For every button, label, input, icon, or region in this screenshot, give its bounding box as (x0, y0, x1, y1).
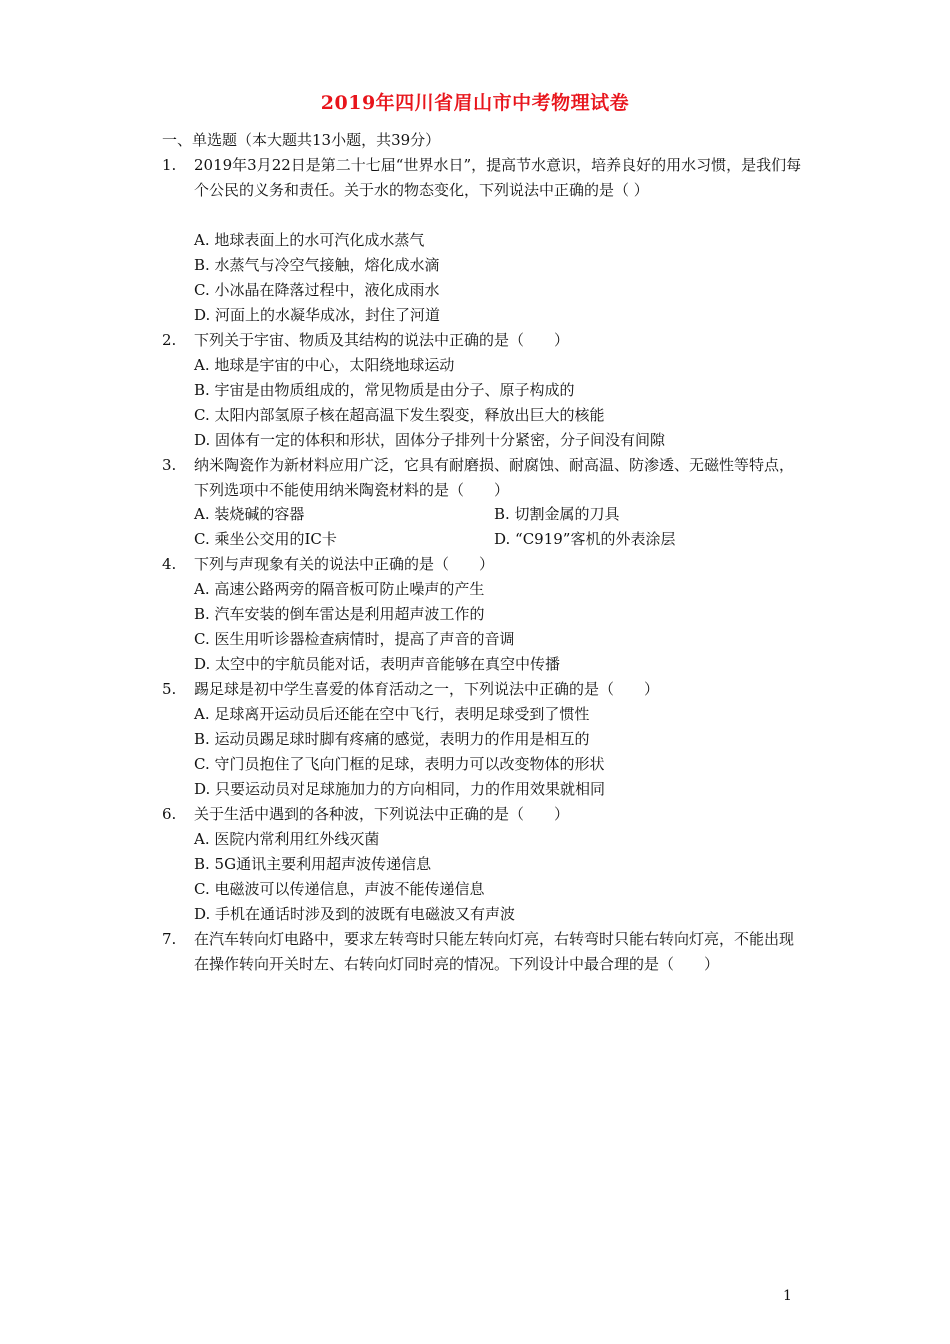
option: B. 水蒸气与冷空气接触，熔化成水滴 (194, 256, 440, 274)
question-number: 1. (162, 156, 177, 174)
question-stem: 下列与声现象有关的说法中正确的是（ ） (194, 555, 495, 573)
page-number: 1 (783, 1288, 792, 1304)
option: B. 汽车安装的倒车雷达是利用超声波工作的 (194, 605, 485, 623)
question-stem: 关于生活中遇到的各种波，下列说法中正确的是（ ） (194, 805, 570, 823)
option: A. 地球表面上的水可汽化成水蒸气 (194, 231, 425, 249)
question-stem: 下列关于宇宙、物质及其结构的说法中正确的是（ ） (194, 331, 570, 349)
option: C. 守门员抱住了飞向门框的足球，表明力可以改变物体的形状 (194, 755, 605, 773)
option: D. 手机在通话时涉及到的波既有电磁波又有声波 (194, 905, 516, 923)
question-6 (162, 802, 802, 827)
option: D. 只要运动员对足球施加力的方向相同，力的作用效果就相同 (194, 780, 606, 798)
option: D. 河面上的水凝华成冰，封住了河道 (194, 306, 441, 324)
question-2 (162, 328, 802, 353)
question-3 (162, 453, 802, 503)
question-4 (162, 552, 802, 577)
option: A. 足球离开运动员后还能在空中飞行，表明足球受到了惯性 (194, 705, 590, 723)
option: B. 宇宙是由物质组成的，常见物质是由分子、原子构成的 (194, 381, 575, 399)
question-7 (162, 927, 802, 977)
question-number: 2. (162, 331, 177, 349)
question-number: 4. (162, 555, 177, 573)
option: D. 太空中的宇航员能对话，表明声音能够在真空中传播 (194, 655, 561, 673)
question-number: 5. (162, 680, 177, 698)
option: A. 医院内常利用红外线灭菌 (194, 830, 380, 848)
section-heading: 一、单选题（本大题共13小题，共39分） (162, 131, 441, 149)
option: C. 乘坐公交用的IC卡 (194, 530, 337, 548)
option: A. 高速公路两旁的隔音板可防止噪声的产生 (194, 580, 485, 598)
option: D. “C919”客机的外表涂层 (494, 530, 676, 548)
option: C. 电磁波可以传递信息，声波不能传递信息 (194, 880, 485, 898)
question-stem: 在汽车转向灯电路中，要求左转弯时只能左转向灯亮，右转弯时只能右转向灯亮，不能出现在操作转向开关时左、右转向灯同时亮的情况。下列设计中最合理的是（ ） (194, 930, 795, 973)
question-stem: 2019年3月22日是第二十七届“世界水日”，提高节水意识，培养良好的用水习惯，是我们每个公民的义务和责任。关于水的物态变化，下列说法中正确的是（ ） (194, 156, 802, 199)
question-number: 7. (162, 930, 177, 948)
option: D. 固体有一定的体积和形状，固体分子排列十分紧密，分子间没有间隙 (194, 431, 666, 449)
question-number: 3. (162, 456, 177, 474)
option: A. 地球是宇宙的中心，太阳绕地球运动 (194, 356, 455, 374)
question-stem: 踢足球是初中学生喜爱的体育活动之一，下列说法中正确的是（ ） (194, 680, 660, 698)
page-title: 2019年四川省眉山市中考物理试卷 (320, 92, 630, 114)
option: B. 5G通讯主要利用超声波传递信息 (194, 855, 432, 873)
option: C. 太阳内部氢原子核在超高温下发生裂变，释放出巨大的核能 (194, 406, 605, 424)
option: B. 运动员踢足球时脚有疼痛的感觉，表明力的作用是相互的 (194, 730, 590, 748)
question-5 (162, 677, 802, 702)
option: C. 小冰晶在降落过程中，液化成雨水 (194, 281, 440, 299)
option: A. 装烧碱的容器 (194, 505, 305, 523)
option: B. 切割金属的刀具 (494, 505, 620, 523)
question-stem: 纳米陶瓷作为新材料应用广泛，它具有耐磨损、耐腐蚀、耐高温、防渗透、无磁性等特点，下列选项中不能使用纳米陶瓷材料的是（ ） (194, 456, 795, 499)
question-number: 6. (162, 805, 177, 823)
question-1 (162, 153, 802, 203)
option: C. 医生用听诊器检查病情时，提高了声音的音调 (194, 630, 515, 648)
